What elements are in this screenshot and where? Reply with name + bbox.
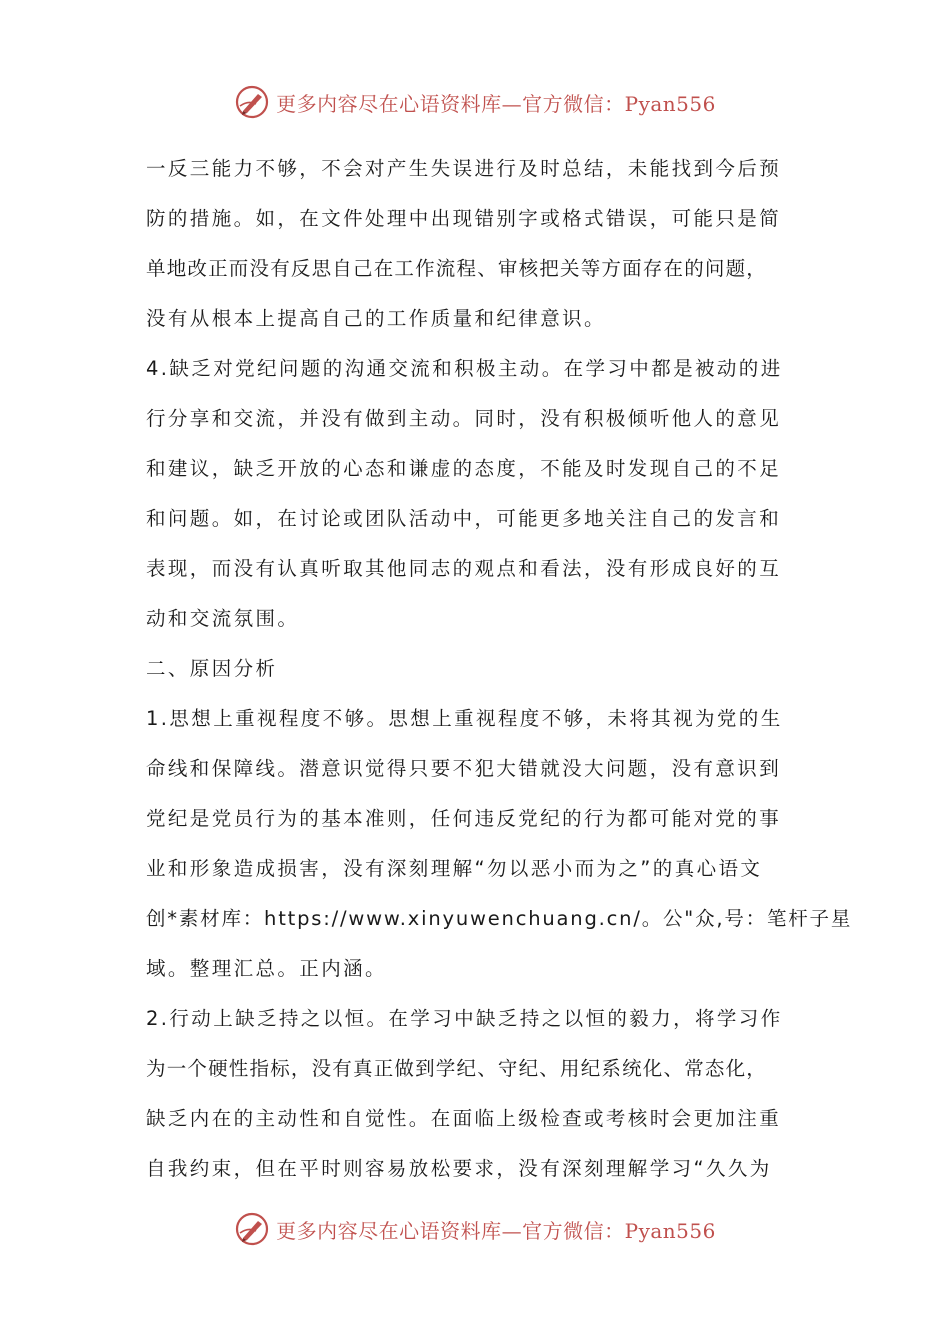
text-line: 域。整理汇总。正内涵。: [146, 957, 387, 980]
text-line: 一反三能力不够，不会对产生失误进行及时总结，未能找到今后预: [146, 157, 782, 180]
text-line: 表现，而没有认真听取其他同志的观点和看法，没有形成良好的互: [146, 557, 782, 580]
text-line: 为一个硬性指标，没有真正做到学纪、守纪、用纪系统化、常态化，: [146, 1057, 768, 1080]
text-line: 和问题。如，在讨论或团队活动中，可能更多地关注自己的发言和: [146, 507, 782, 530]
pen-logo-icon: [234, 1211, 270, 1247]
text-line: 行分享和交流，并没有做到主动。同时，没有积极倾听他人的意见: [146, 407, 782, 430]
text-line: 和建议，缺乏开放的心态和谦虚的态度，不能及时发现自己的不足: [146, 457, 782, 480]
header-banner: [0, 82, 950, 122]
text-line: 动和交流氛围。: [146, 607, 300, 630]
section-heading: 二、原因分析: [146, 657, 278, 680]
text-line: 自我约束，但在平时则容易放松要求，没有深刻理解学习“久久为: [146, 1157, 772, 1180]
text-line: 缺乏内在的主动性和自觉性。在面临上级检查或考核时会更加注重: [146, 1107, 782, 1130]
footer-banner-text: 更多内容尽在心语资料库—官方微信：Pyan556: [276, 1218, 716, 1243]
text-line: 命线和保障线。潜意识觉得只要不犯大错就没大问题，没有意识到: [146, 757, 782, 780]
text-line: 防的措施。如，在文件处理中出现错别字或格式错误，可能只是简: [146, 207, 782, 230]
text-line: 4.缺乏对党纪问题的沟通交流和积极主动。在学习中都是被动的进: [146, 357, 783, 380]
text-line: 创*素材库：https://www.xinyuwenchuang.cn/。公"众,号：笔杆子星: [146, 907, 853, 930]
text-line: 党纪是党员行为的基本准则，任何违反党纪的行为都可能对党的事: [146, 807, 782, 830]
text-line: 2.行动上缺乏持之以恒。在学习中缺乏持之以恒的毅力，将学习作: [146, 1007, 783, 1030]
pen-logo-icon: [234, 84, 270, 120]
text-line: 业和形象造成损害，没有深刻理解“勿以恶小而为之”的真心语文: [146, 857, 763, 880]
header-banner-text: 更多内容尽在心语资料库—官方微信：Pyan556: [276, 91, 716, 116]
text-line: 单地改正而没有反思自己在工作流程、审核把关等方面存在的问题，: [146, 257, 768, 280]
footer-banner: [0, 1209, 950, 1249]
text-line: 1.思想上重视程度不够。思想上重视程度不够，未将其视为党的生: [146, 707, 783, 730]
document-body: [146, 144, 853, 1194]
text-line: 没有从根本上提高自己的工作质量和纪律意识。: [146, 307, 606, 330]
